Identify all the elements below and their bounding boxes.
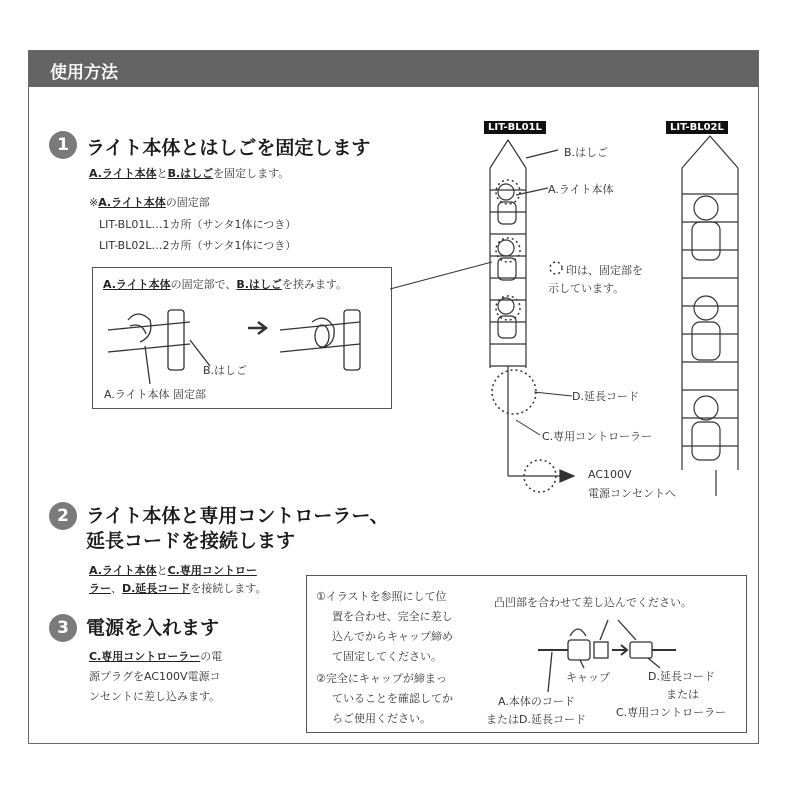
diagram-light-label: A.ライト本体	[548, 183, 614, 196]
inst-2-l1: ②完全にキャップが締まっ	[316, 672, 447, 685]
diagram-controller-label: C.専用コントローラー	[542, 430, 653, 443]
desc-rest: を固定します。	[213, 167, 290, 180]
diagram-ext-label: D.延長コード	[572, 390, 639, 403]
connector-note: 凸凹部を合わせて差し込んでください。	[494, 596, 692, 609]
fixing-point-markers	[492, 180, 562, 492]
leader-line	[390, 262, 492, 289]
ext-leader	[534, 392, 572, 396]
step-1-title: ライト本体とはしごを固定します	[86, 137, 371, 159]
clamp-illustration	[108, 310, 360, 384]
inst-1-l2: 置を合わせ、完全に差し	[332, 610, 453, 623]
inst-2-l2: ていることを確認してか	[332, 692, 453, 705]
model-label-bl02l: LIT-BL02L	[666, 121, 728, 134]
part-a-ref: A.ライト本体	[89, 167, 157, 180]
part-b-ref: B.はしご	[167, 167, 214, 180]
step-2-title-1: ライト本体と専用コントローラー、	[86, 505, 389, 527]
diagram-ac-label-2: 電源コンセントへ	[588, 487, 676, 500]
cord-d-label-3: C.専用コントローラー	[616, 706, 727, 719]
clamp-part-b: B.はしご	[236, 278, 282, 291]
clamp-mid: の固定部で、	[170, 278, 237, 291]
cord-d-label-2: または	[666, 688, 699, 701]
note-mark: ※	[89, 196, 99, 209]
s2-part-a: A.ライト本体	[89, 564, 157, 577]
connector-illustration	[538, 620, 676, 692]
step-1-badge: 1	[49, 131, 77, 159]
ladder-bl01l-illustration	[490, 140, 574, 482]
clamp-end: を挟みます。	[281, 278, 348, 291]
step-3-desc-2: 源プラグをAC100V電源コ	[89, 670, 221, 683]
diagram-note-1: 印は、固定部を	[566, 264, 643, 277]
step-2-title-2: 延長コードを接続します	[86, 530, 296, 552]
s2-part-c-cont: ラー	[89, 582, 111, 595]
step-3-title: 電源を入れます	[86, 617, 220, 639]
s2-rest: を接続します。	[190, 582, 267, 595]
note-rest: の固定部	[165, 196, 210, 209]
s2-conj: と	[156, 564, 168, 577]
cord-d-label-1: D.延長コード	[648, 670, 715, 683]
ladder-bl02l-illustration	[682, 136, 738, 496]
inst-1-l3: 込んでからキャップ締め	[332, 630, 453, 643]
inst-1-l1: ①イラストを参照にして位	[316, 590, 447, 603]
cord-a-label-2: またはD.延長コード	[486, 713, 586, 726]
cord-a-label-1: A.本体のコード	[498, 695, 575, 708]
clamp-label-light: A.ライト本体 固定部	[104, 388, 206, 401]
diagram-ladder-label: B.はしご	[564, 146, 609, 159]
note-part-a: A.ライト本体	[98, 196, 166, 209]
diagram-ac-label-1: AC100V	[588, 468, 632, 481]
conj: と	[156, 167, 168, 180]
model-label-bl01l: LIT-BL01L	[484, 121, 546, 134]
section-title: 使用方法	[50, 63, 118, 83]
note-model-1: LIT-BL01L…1カ所（サンタ1体につき）	[99, 218, 297, 231]
s2-sep: 、	[111, 582, 122, 595]
clamp-part-a: A.ライト本体	[103, 278, 171, 291]
diagram-note-2: 示しています。	[548, 282, 625, 295]
step-3-desc-3: ンセントに差し込みます。	[89, 690, 221, 703]
s3-rest: の電	[200, 650, 223, 663]
cap-label: キャップ	[566, 671, 610, 684]
s3-part-c: C.専用コントローラー	[89, 650, 201, 663]
inst-1-l4: て固定してください。	[332, 650, 442, 663]
s2-part-d: D.延長コード	[122, 582, 191, 595]
step-3-badge: 3	[49, 614, 77, 642]
s2-part-c: C.専用コントロー	[167, 564, 257, 577]
inst-2-l3: らご使用ください。	[332, 712, 431, 725]
step-2-badge: 2	[49, 502, 77, 530]
ctrl-leader	[516, 420, 540, 435]
clamp-label-ladder: B.はしご	[203, 364, 248, 377]
note-model-2: LIT-BL02L…2カ所（サンタ1体につき）	[99, 239, 297, 252]
